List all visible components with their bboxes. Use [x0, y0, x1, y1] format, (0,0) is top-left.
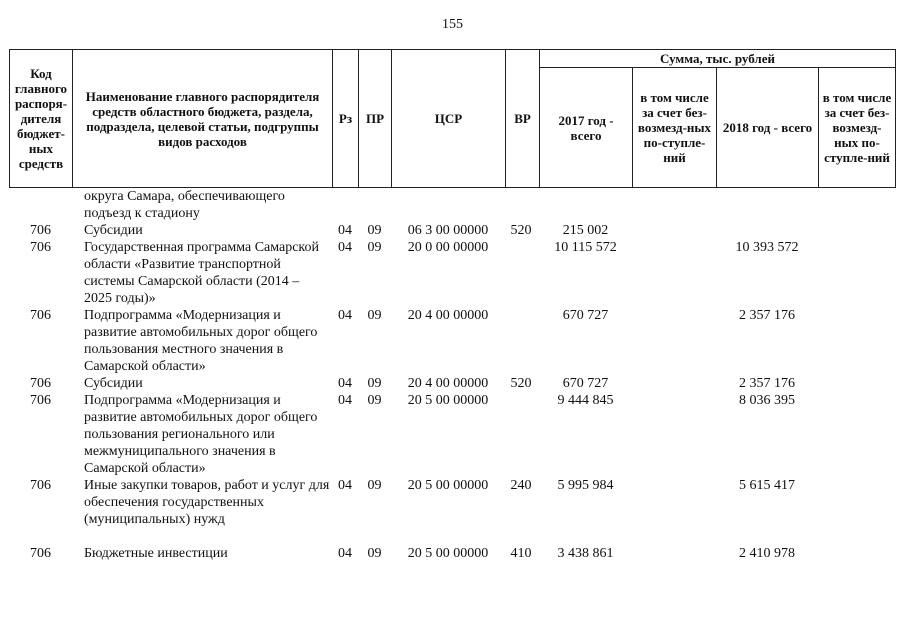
cell-2018-total: 8 036 395 [739, 393, 795, 408]
cell-name: Иные закупки товаров, работ и услуг для обеспечения государственных (муниципальных) нужд [84, 478, 330, 527]
cell-rz: 04 [338, 223, 352, 238]
cell-rz: 04 [338, 376, 352, 391]
cell-csr: 20 5 00 00000 [407, 393, 489, 408]
cell-name: Государственная программа Самарской области «Развитие транспортной системы Самарской области (2014 – 2025 годы)» [84, 240, 320, 306]
cell-code: 706 [30, 223, 51, 238]
cell-csr: 20 4 00 00000 [407, 376, 489, 391]
cell-2017-total: 10 115 572 [554, 240, 617, 255]
table-row [9, 239, 895, 307]
cell-rz: 04 [338, 478, 352, 493]
cell-rz: 04 [338, 308, 352, 323]
table-row [9, 392, 895, 477]
table-row [9, 222, 895, 239]
cell-rz: 04 [338, 546, 352, 561]
cell-csr: 20 0 00 00000 [407, 240, 489, 255]
header-name: Наименование главного распорядителя средств областного бюджета, раздела, подраздела, целевой статьи, подгруппы видов расходов [73, 50, 333, 188]
cell-pr: 09 [367, 308, 382, 323]
cell-vr: 520 [510, 376, 532, 391]
cell-pr: 09 [367, 240, 382, 255]
header-2017-total: 2017 год - всего [540, 68, 633, 188]
header-pr: ПР [359, 50, 392, 188]
cell-name: округа Самара, обеспечивающего подъезд к стадиону [84, 189, 285, 221]
cell-2017-total: 670 727 [562, 376, 609, 391]
header-rz: Рз [333, 50, 359, 188]
cell-csr: 20 4 00 00000 [407, 308, 489, 323]
table-row [9, 307, 895, 375]
cell-vr: 410 [510, 546, 532, 561]
cell-csr: 20 5 00 00000 [407, 478, 489, 493]
cell-code: 706 [30, 308, 51, 323]
table-row [9, 375, 895, 392]
cell-code: 706 [30, 478, 51, 493]
cell-pr: 09 [367, 223, 382, 238]
cell-rz: 04 [338, 393, 352, 408]
header-2017-free: в том числе за счет без-возмезд-ных по-ступле-ний [633, 68, 717, 188]
cell-code: 706 [30, 240, 51, 255]
cell-code: 706 [30, 376, 51, 391]
table-row [9, 545, 895, 562]
header-csr: ЦСР [392, 50, 506, 188]
cell-2017-total: 3 438 861 [557, 546, 614, 561]
cell-2017-total: 670 727 [562, 308, 609, 323]
cell-csr: 06 3 00 00000 [407, 223, 489, 238]
header-2018-total: 2018 год - всего [717, 68, 819, 188]
cell-2017-total: 215 002 [562, 223, 609, 238]
cell-csr: 20 5 00 00000 [407, 546, 489, 561]
cell-2018-total: 2 410 978 [739, 546, 795, 561]
cell-pr: 09 [367, 478, 382, 493]
header-sum: Сумма, тыс. рублей [540, 50, 896, 68]
cell-name: Субсидии [84, 376, 143, 391]
cell-pr: 09 [367, 393, 382, 408]
cell-name: Субсидии [84, 223, 143, 238]
cell-code: 706 [30, 393, 51, 408]
cell-rz: 04 [338, 240, 352, 255]
header-code: Код главного распоря-дителя бюджет-ных средств [10, 50, 73, 188]
cell-2018-total: 5 615 417 [739, 478, 795, 493]
header-vr: ВР [506, 50, 540, 188]
cell-2018-total: 2 357 176 [739, 376, 795, 391]
table-row [9, 188, 895, 222]
cell-name: Подпрограмма «Модернизация и развитие автомобильных дорог общего пользования местного значения в Самарской области» [84, 308, 318, 374]
table-body [9, 188, 895, 562]
cell-vr: 520 [510, 223, 532, 238]
cell-pr: 09 [367, 376, 382, 391]
cell-code: 706 [30, 546, 51, 561]
cell-pr: 09 [367, 546, 382, 561]
cell-name: Бюджетные инвестиции [84, 546, 228, 561]
cell-name: Подпрограмма «Модернизация и развитие автомобильных дорог общего пользования регионального или межмуниципального значения в Самарской области» [84, 393, 318, 476]
table-header [9, 49, 896, 188]
cell-vr: 240 [510, 478, 532, 493]
header-2018-free: в том числе за счет без-возмезд-ных по-ступле-ний [819, 68, 896, 188]
table-row [9, 477, 895, 545]
cell-2017-total: 5 995 984 [557, 478, 614, 493]
cell-2017-total: 9 444 845 [557, 393, 614, 408]
page-number: 155 [442, 17, 463, 32]
cell-2018-total: 2 357 176 [739, 308, 795, 323]
cell-2018-total: 10 393 572 [735, 240, 799, 255]
